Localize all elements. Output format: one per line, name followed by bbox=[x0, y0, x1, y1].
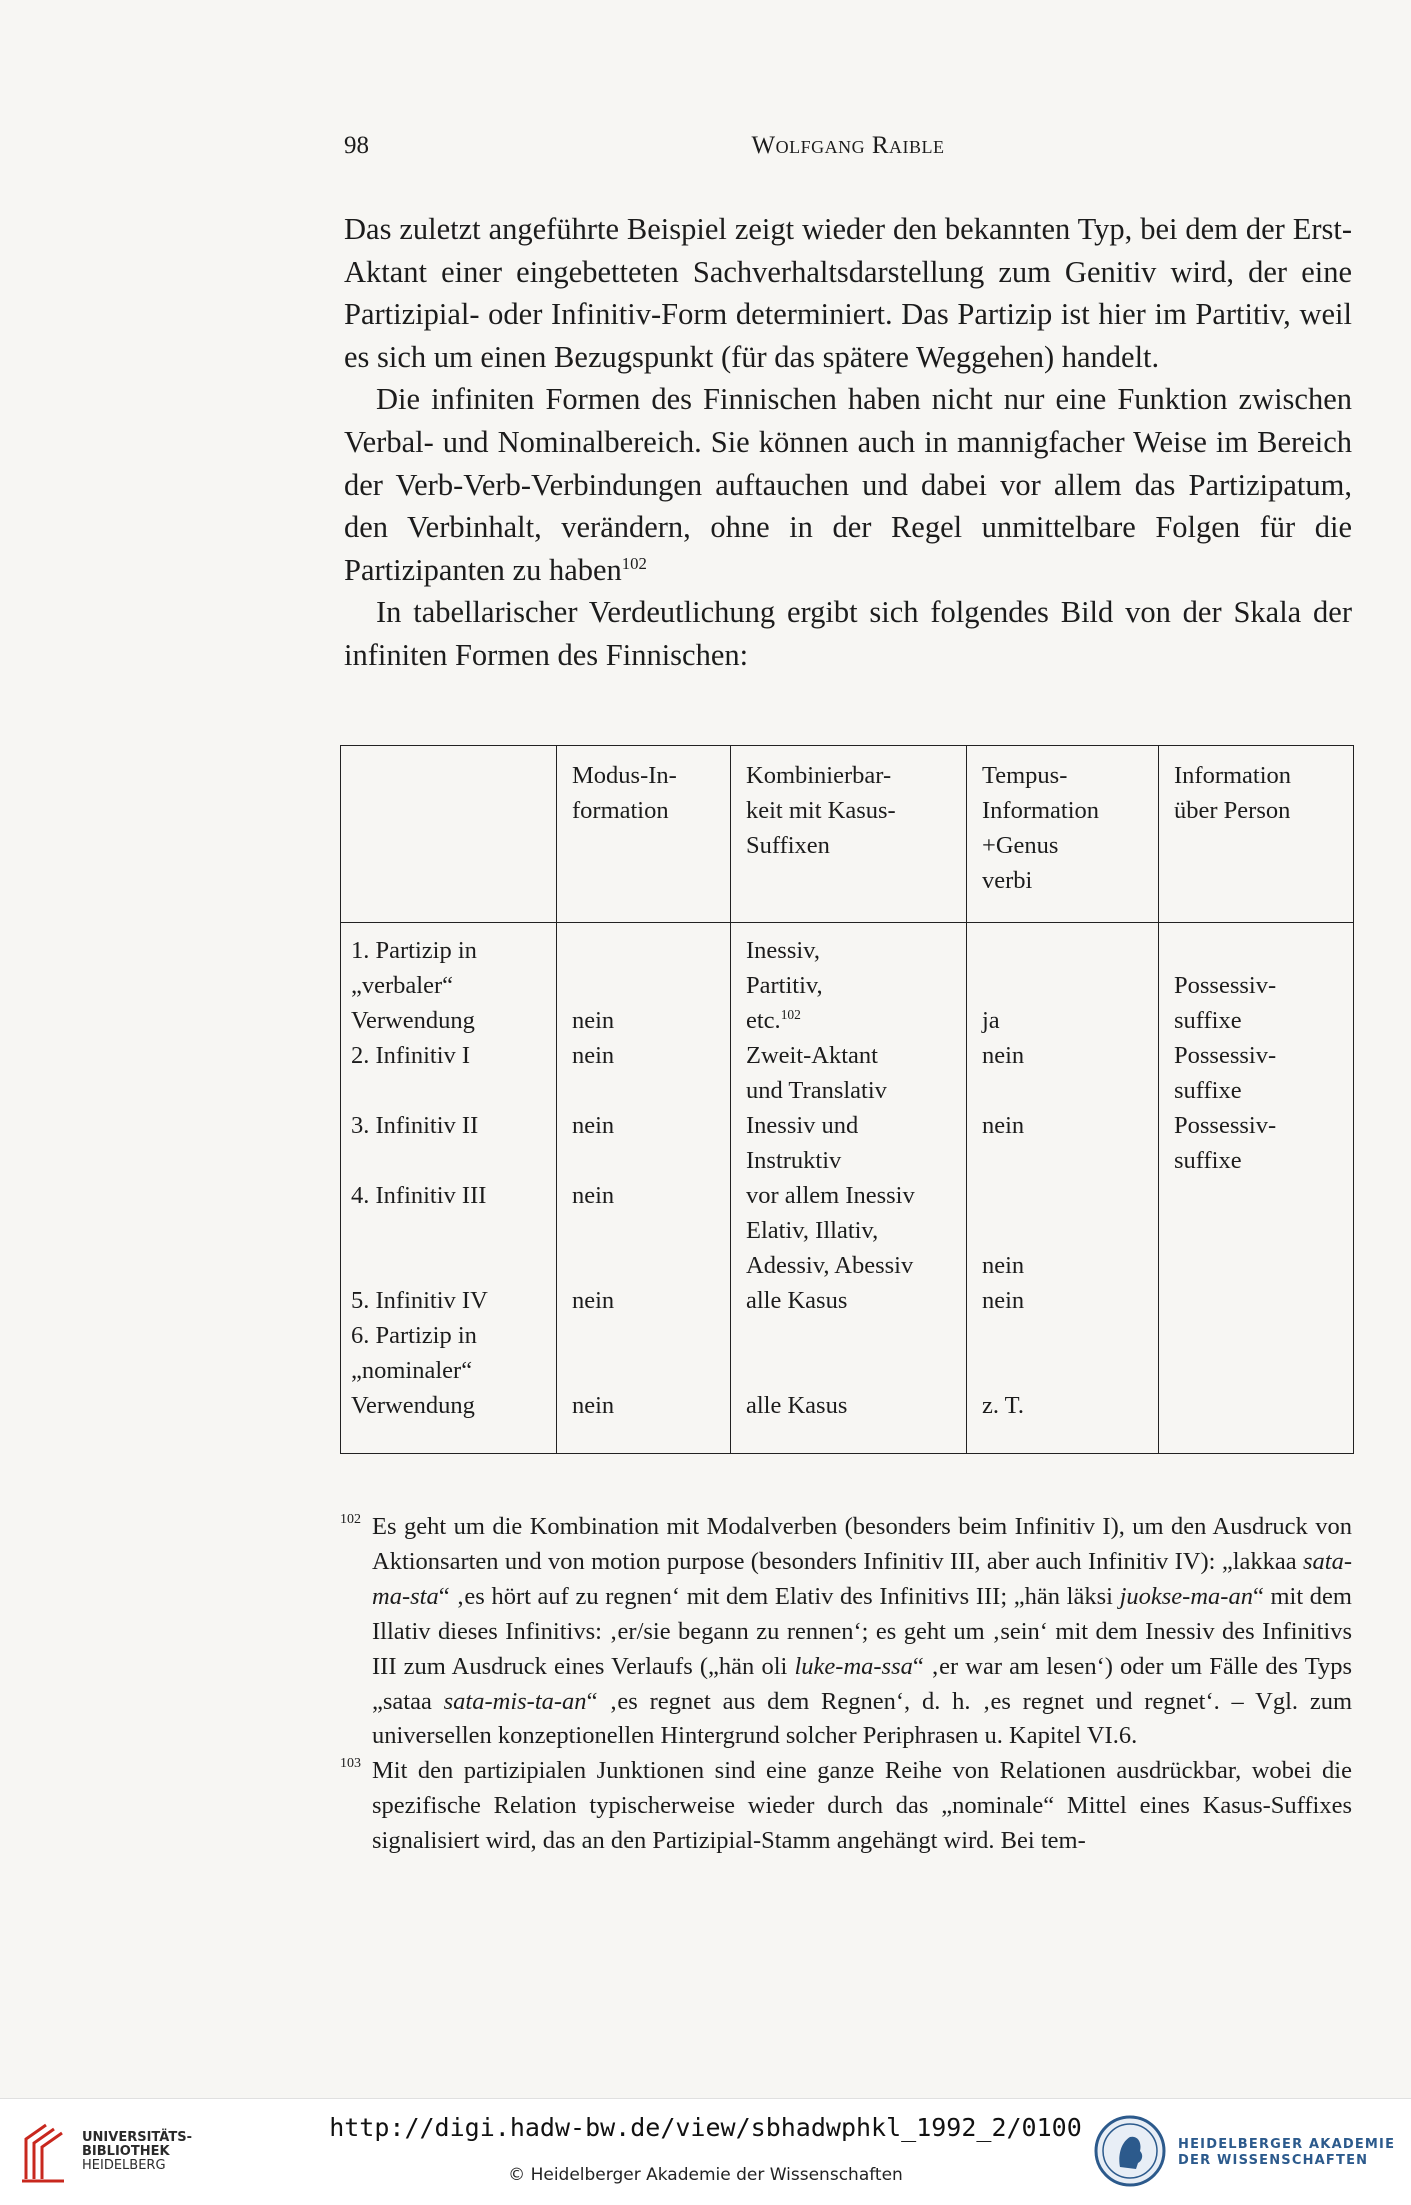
library-line-2: BIBLIOTHEK bbox=[82, 2144, 170, 2159]
header-person-text: Information über Person bbox=[1174, 762, 1292, 824]
table-column-rule bbox=[730, 746, 731, 1453]
header-person bbox=[1174, 758, 1291, 828]
permalink-url[interactable]: http://digi.hadw-bw.de/view/sbhadwphkl_1992_2/0100 bbox=[329, 2113, 1082, 2142]
row5-form: 5. Infinitiv IV bbox=[351, 1287, 488, 1314]
row2-modus: nein bbox=[572, 1042, 615, 1069]
footnote-ref-102: 102 bbox=[621, 553, 647, 573]
row3-tempus: nein bbox=[982, 1112, 1025, 1139]
header-tempus bbox=[982, 758, 1099, 898]
finnish-example: juokse-ma-an bbox=[1119, 1582, 1253, 1610]
header-kasus-text: Kombinierbar- keit mit Kasus- Suffixen bbox=[746, 762, 896, 859]
academy-name bbox=[1178, 2137, 1395, 2169]
table-header-rule bbox=[341, 922, 1353, 923]
footnotes bbox=[340, 1510, 1352, 1859]
header-modus-text: Modus-In- formation bbox=[572, 762, 677, 824]
row6-tempus: z. T. bbox=[982, 1392, 1024, 1419]
row2-kasus: Zweit-Aktant und Translativ bbox=[746, 1042, 887, 1104]
page-number: 98 bbox=[344, 132, 369, 159]
table-column-rule bbox=[1158, 746, 1159, 1453]
footnote-103-number: 103 bbox=[340, 1756, 361, 1772]
academy-seal-icon bbox=[1092, 2113, 1168, 2189]
body-text bbox=[344, 208, 1352, 677]
row6-kasus: alle Kasus bbox=[746, 1392, 848, 1419]
finnish-example: luke-ma-ssa bbox=[794, 1652, 913, 1680]
paragraph-2 bbox=[344, 378, 1352, 591]
header-tempus-text: Tempus- Information +Genus verbi bbox=[982, 762, 1100, 894]
library-line-3: HEIDELBERG bbox=[82, 2158, 166, 2173]
footnote-102-number: 102 bbox=[340, 1512, 361, 1527]
row2-form: 2. Infinitiv I bbox=[351, 1042, 471, 1069]
academy-line-2: DER WISSENSCHAFTEN bbox=[1178, 2153, 1369, 2168]
footnote-102 bbox=[340, 1510, 1352, 1754]
footnote-102-text: “ mit dem Illativ dieses Infinitivs: ‚er/sie begann zu rennen‘; es geht um ‚sein‘ mit dem Inessiv des Infinitivs III zum Ausdruck eines Verlaufs („hän oli bbox=[372, 1582, 1352, 1680]
row4-modus: nein bbox=[572, 1182, 615, 1209]
finnish-example: sata-mis-ta-an bbox=[443, 1687, 587, 1715]
row1-form: 1. Partizip in „verbaler“ Verwendung bbox=[351, 937, 477, 1034]
row1-person: Possessiv- suffixe bbox=[1174, 972, 1277, 1034]
page-header bbox=[344, 132, 1352, 172]
footnote-103-text: Mit den partizipialen Junktionen sind eine ganze Reihe von Relationen ausdrückbar, wobei die spezifische Relation typischerweise wieder durch das „nominale“ Mittel eines Kasus-Suffixes signalisiert wird, das an den Partizipial-Stamm angehängt wird. Bei tem- bbox=[372, 1757, 1352, 1855]
row4-kasus: vor allem Inessiv Elativ, Illativ, Adessiv, Abessiv bbox=[746, 1182, 915, 1279]
footnote-103 bbox=[340, 1754, 1352, 1859]
row3-modus: nein bbox=[572, 1112, 615, 1139]
table-column-rule bbox=[966, 746, 967, 1453]
row4-tempus: nein bbox=[982, 1252, 1025, 1279]
footnote-102-text: “ ‚er war am lesen‘) oder um Fälle des Typs „sataa bbox=[372, 1652, 1353, 1715]
row3-form: 3. Infinitiv II bbox=[351, 1112, 479, 1139]
row5-tempus: nein bbox=[982, 1287, 1025, 1314]
finnish-example: sata-ma-sta bbox=[372, 1547, 1352, 1610]
library-line-1: UNIVERSITÄTS- bbox=[82, 2130, 192, 2145]
footnote-102-text: “ ‚es hört auf zu regnen‘ mit dem Elativ des Infinitivs III; „hän läksi bbox=[438, 1582, 1120, 1610]
row3-person: Possessiv- suffixe bbox=[1174, 1112, 1277, 1174]
paragraph-1: Das zuletzt angeführte Beispiel zeigt wieder den bekannten Typ, bei dem der Erst-Aktant einer eingebetteten Sachverhaltsdarstellung zum Genitiv wird, der eine Partizipial- oder Infinitiv-Form determiniert. Das Partizip ist hier im Partitiv, weil es sich um einen Bezugspunkt (für das spätere Weggehen) handelt. bbox=[344, 212, 1352, 374]
row1-kasus bbox=[746, 933, 823, 1038]
row2-tempus: nein bbox=[982, 1042, 1025, 1069]
row1-tempus: ja bbox=[982, 1007, 1000, 1034]
copyright-notice: © Heidelberger Akademie der Wissenschaften bbox=[508, 2165, 903, 2185]
row1-kasus-text: Inessiv, Partitiv, etc. bbox=[746, 937, 823, 1034]
paragraph-2-text: Die infiniten Formen des Finnischen haben nicht nur eine Funktion zwischen Verbal- und Nominalbereich. Sie können auch in mannigfacher Weise im Bereich der Verb-Verb-Verbindungen auftauchen und dabei vor allem das Partizipatum, den Verbinhalt, verändern, ohne in der Regel unmittelbare Folgen für die Partizipanten zu haben bbox=[344, 382, 1352, 587]
row6-form: 6. Partizip in „nominaler“ Verwendung bbox=[351, 1322, 477, 1419]
header-modus bbox=[572, 758, 677, 828]
infinite-forms-table bbox=[340, 745, 1354, 1454]
row2-person: Possessiv- suffixe bbox=[1174, 1042, 1277, 1104]
digitization-footer bbox=[0, 2098, 1411, 2205]
academy-line-1: HEIDELBERGER AKADEMIE bbox=[1178, 2137, 1396, 2152]
row4-form: 4. Infinitiv III bbox=[351, 1182, 487, 1209]
footnote-102-text: “ ‚es regnet aus dem Regnen‘, d. h. ‚es regnet und regnet‘. – Vgl. zum universellen konzeptionellen Hintergrund solcher Periphrasen u. Kapitel VI.6. bbox=[372, 1687, 1352, 1750]
running-head: Wolfgang Raible bbox=[751, 132, 945, 159]
footnote-102-text: Es geht um die Kombination mit Modalverben (besonders beim Infinitiv I), um den Ausdruck von Aktionsarten und von motion purpose (besonders Infinitiv III, aber auch Infinitiv IV): „lakkaa bbox=[372, 1513, 1352, 1575]
row6-modus: nein bbox=[572, 1392, 615, 1419]
table-column-rule bbox=[556, 746, 557, 1453]
row5-kasus: alle Kasus bbox=[746, 1287, 848, 1314]
header-kasus bbox=[746, 758, 896, 863]
paragraph-3: In tabellarischer Verdeutlichung ergibt sich folgendes Bild von der Skala der infiniten Formen des Finnischen: bbox=[344, 595, 1352, 672]
row3-kasus: Inessiv und Instruktiv bbox=[746, 1112, 859, 1174]
row5-modus: nein bbox=[572, 1287, 615, 1314]
row1-modus: nein bbox=[572, 1007, 615, 1034]
row1-footnote-ref: 102 bbox=[780, 1006, 801, 1022]
